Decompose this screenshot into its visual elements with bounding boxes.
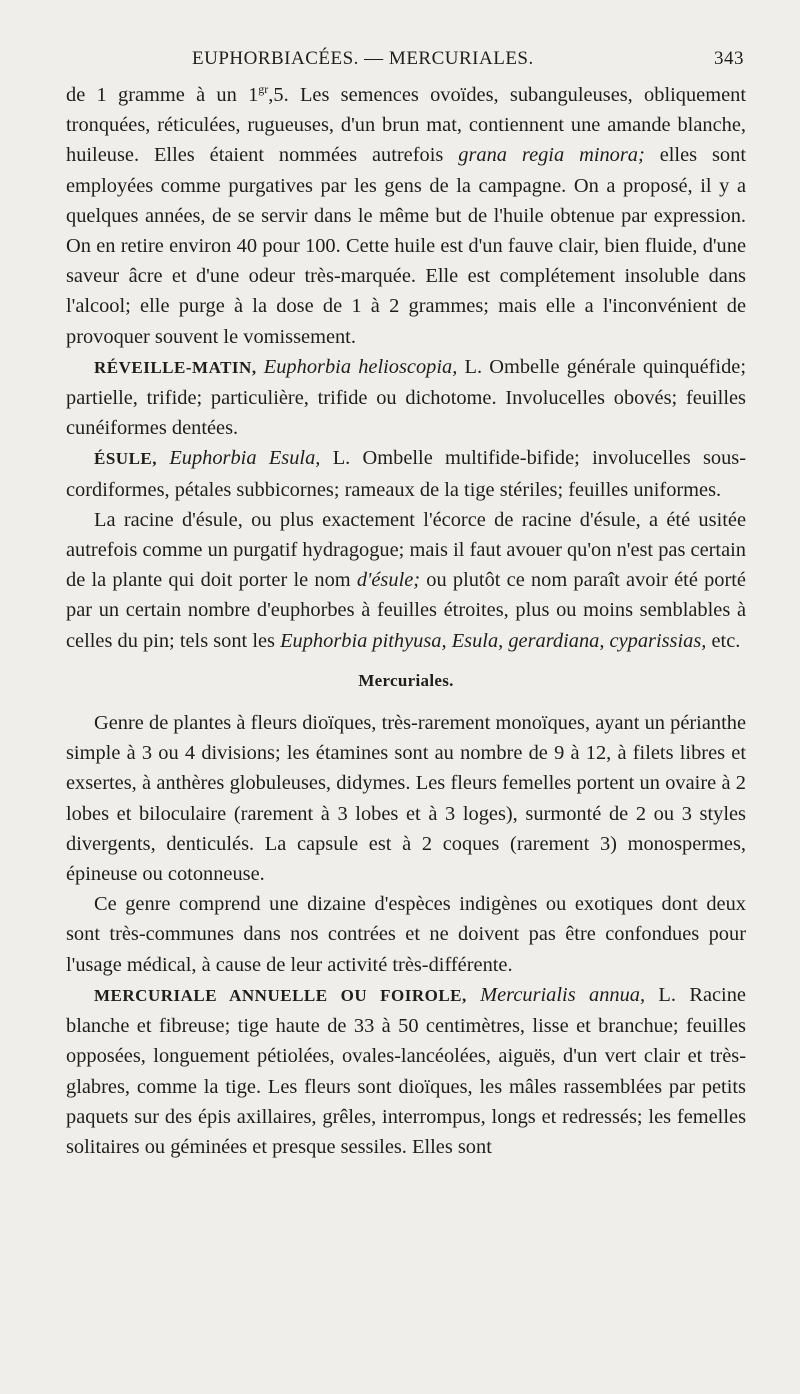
text-span: ,5. Les semences ovoïdes, subanguleuses, obliquement tronquées, réticulées, rugueuses, d'un brun mat, contiennent une amande blanche, huileuse. Elles étaient nommées autrefois <box>66 84 746 167</box>
paragraph-genus: Genre de plantes à fleurs dioïques, très-rarement monoïques, ayant un périanthe simple à 3 ou 4 divisions; les étamines sont au nombre de 9 à 12, à filets libres et exsertes, à anthères globuleuses, didymes. Les fleurs femelles portent un ovaire à 2 lobes et biloculaire (rarement à 3 lobes et à 3 loges), surmonté de 2 ou 3 styles divergents, denticulés. La capsule est à 2 coques (rarement 3) monospermes, épineuse ou cotonneuse. <box>66 712 746 886</box>
species-name: Mercurialis annua, <box>480 983 646 1006</box>
text-body <box>66 80 746 1162</box>
species-name: Euphorbia Esula, <box>169 447 321 470</box>
entry-text: L. Ombelle générale quinquéfide; partielle, trifide; particulière, trifide ou dichotome. Involucelles obovés; feuilles cunéiformes dentées. <box>66 355 746 440</box>
entry-text: L. Racine blanche et fibreuse; tige haute de 33 à 50 centimètres, lisse et branchue; feuilles opposées, longuement pétiolées, ovales-lancéolées, aiguës, d'un vert clair et très-glabres, comme la tige. Les fleurs sont dioïques, les mâles rassemblées par petits paquets sur des épis axillaires, grêles, interrompus, longs et redressés; les femelles solitaires ou géminées et presque sessiles. Elles sont <box>66 983 746 1158</box>
page-number: 343 <box>714 48 744 69</box>
entry-name: MERCURIALE ANNUELLE OU FOIROLE, <box>94 985 467 1005</box>
entry-mercuriale-annuelle <box>66 980 746 1162</box>
species-list: Euphorbia pithyusa, Esula, gerardiana, cyparissias, <box>280 629 707 652</box>
text-span: ou plutôt ce nom paraît avoir été porté par un certain nombre d'euphorbes à feuilles étroites, plus ou moins semblables à celles du pin; tels sont les <box>66 569 746 652</box>
italic-term: d'ésule; <box>356 569 421 592</box>
text-span: etc. <box>706 629 741 652</box>
running-title: EUPHORBIACÉES. — MERCURIALES. <box>192 48 534 69</box>
running-header <box>66 48 744 80</box>
unit-superscript: gr <box>258 82 269 97</box>
text-span: de 1 gramme à un 1 <box>66 84 259 106</box>
paragraph-species-count: Ce genre comprend une dizaine d'espèces indigènes ou exotiques dont deux sont très-communes dans nos contrées et ne doivent pas être confondues pour l'usage médical, à cause de leur activité très-différente. <box>66 893 746 976</box>
text-span: La racine d'ésule, ou plus exactement l'écorce de racine d'ésule, a été usitée autrefois comme un purgatif hydragogue; mais il faut avouer qu'on n'est pas certain de la plante qui doit porter le nom <box>66 508 746 592</box>
paragraph-esule-root <box>66 505 746 656</box>
entry-name: RÉVEILLE-MATIN, <box>94 357 257 377</box>
entry-text: L. Ombelle multifide-bifide; involucelles sous-cordiformes, pétales subbicornes; rameaux de la tige stériles; feuilles uniformes. <box>66 447 746 501</box>
species-name: Euphorbia helioscopia, <box>263 355 458 378</box>
italic-term: grana regia minora; <box>458 144 645 167</box>
paragraph-seeds <box>66 80 746 352</box>
entry-name: ÉSULE, <box>94 449 157 469</box>
entry-esule <box>66 443 746 504</box>
entry-reveille-matin <box>66 352 746 444</box>
text-span: elles sont employées comme purgatives par les gens de la campagne. On a proposé, il y a quelques années, de se servir dans le même but de l'huile obtenue par expression. On en retire environ 40 pour 100. Cette huile est d'un fauve clair, bien fluide, d'une saveur âcre et d'une odeur très-marquée. Elle est complétement insoluble dans l'alcool; elle purge à la dose de 1 à 2 grammes; mais elle a l'inconvénient de provoquer souvent le vomissement. <box>66 144 746 348</box>
section-heading: Mercuriales. <box>358 670 454 690</box>
